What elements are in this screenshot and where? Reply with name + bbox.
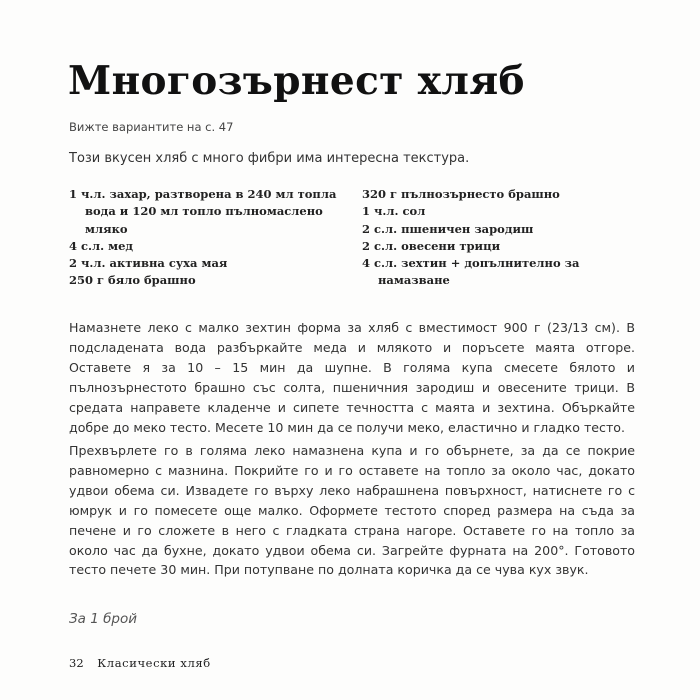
method-paragraph-2: Прехвърлете го в голяма леко намазнена купа и го обърнете, за да се покрие равномерно с мазнина. Покрийте го и го оставете на топло за около час, докато удвои обема си. Извадете го върху леко набрашнена повърхност, натиснете го с юмрук и го помесете още малко. Оформете тестото според размера на съда за печене и го сложете в него с гладката страна нагоре. Оставете го на топло за около час да бухне, докато удвои обема си. Загрейте фурната на 200°. Готовото тесто печете 30 мин. При потупване по долната коричка да се чува кух звук. xyxy=(69,443,635,578)
ingredient-item: 1 ч.л. сол xyxy=(362,204,426,219)
recipe-title: Многозърнест хляб xyxy=(68,58,525,104)
recipe-yield: За 1 брой xyxy=(69,611,138,627)
ingredient-item: 250 г бяло брашно xyxy=(69,273,196,288)
ingredient-item: 2 ч.л. активна суха мая xyxy=(69,256,228,271)
ingredient-item: 1 ч.л. захар, разтворена в 240 мл топла вода и 120 мл топло пълномаслено мляко xyxy=(69,187,337,236)
ingredient-item: 4 с.л. зехтин + допълнително за намазване xyxy=(362,256,580,288)
ingredient-item: 2 с.л. овесени трици xyxy=(362,238,501,253)
recipe-intro: Този вкусен хляб с много фибри има интересна текстура. xyxy=(69,151,470,166)
method-paragraph-1: Намазнете леко с малко зехтин форма за хляб с вместимост 900 г (23/13 см). В подсладената вода разбъркайте меда и млякото и поръсете маята отгоре. Оставете я за 10 – 15 мин да шупне. В голяма купа смесете бялото и пълнозърнестото брашно със солта, пшеничния зародиш и овесените трици. В средата направете кладенче и сипете течността с маята и зехтина. Объркайте добре до меко тесто. Месете 10 мин да се получи меко, еластично и гладко тесто. xyxy=(69,320,635,435)
ingredients-right-column xyxy=(362,186,642,290)
ingredient-item: 2 с.л. пшеничен зародиш xyxy=(362,221,534,236)
ingredient-item: 320 г пълнозърнесто брашно xyxy=(362,187,560,201)
page-number: 32 xyxy=(69,656,84,670)
ingredient-item: 4 с.л. мед xyxy=(69,238,134,253)
ingredients-left-column xyxy=(69,186,359,290)
section-title: Класически хляб xyxy=(97,656,211,670)
page-footer xyxy=(69,656,211,670)
variants-note: Вижте вариантите на с. 47 xyxy=(69,120,234,134)
